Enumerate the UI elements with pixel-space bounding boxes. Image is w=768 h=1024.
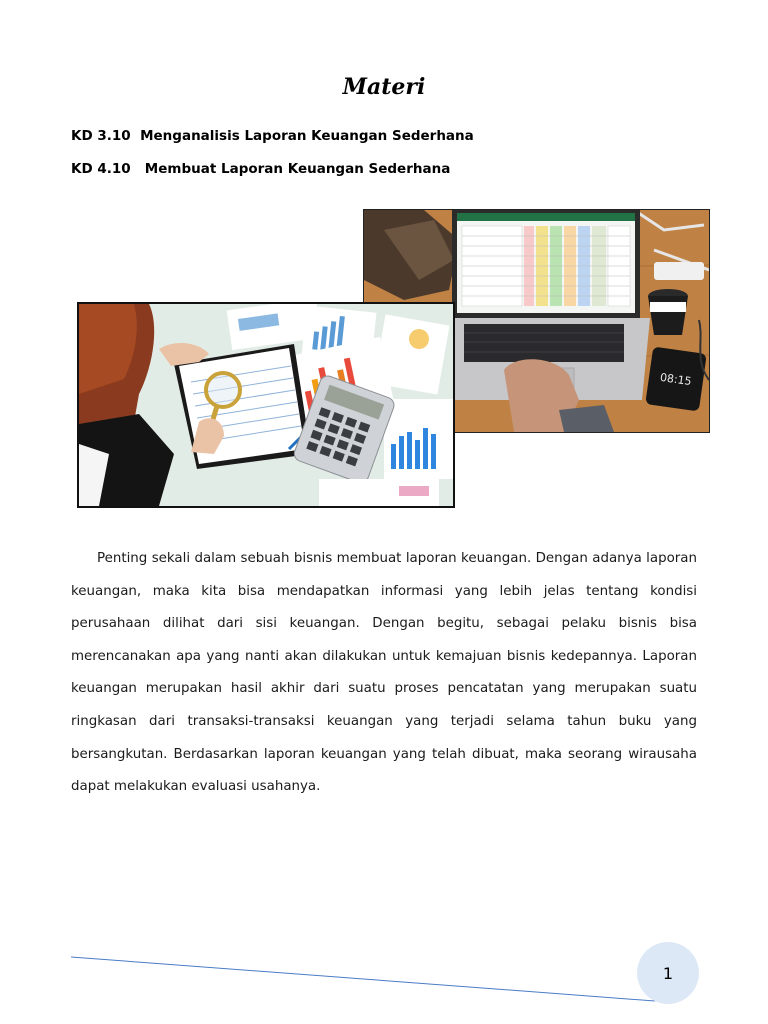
body-paragraph: Penting sekali dalam sebuah bisnis membuat laporan keuangan. Dengan adanya laporan keuangan, maka kita bisa mendapatkan informasi yang lebih jelas tentang kondisi perusahaan dilihat dari sisi keuangan. Dengan begitu, sebagai pelaku bisnis bisa merencanakan apa yang nanti akan dilakukan untuk kemajuan bisnis kedepannya. Laporan keuangan merupakan hasil akhir dari suatu proses pencatatan yang merupakan suatu ringkasan dari transaksi-transaksi keuangan yang terjadi selama tahun buku yang bersangkutan. Berdasarkan laporan keuangan yang telah dibuat, maka seorang wirausaha dapat melakukan evaluasi usahanya. — [71, 551, 697, 795]
page-number: 1 — [662, 963, 674, 983]
page-title: Materi — [342, 74, 426, 100]
kd-text: Menganalisis Laporan Keuangan Sederhana — [140, 128, 474, 144]
kd-code: KD 4.10 — [71, 161, 131, 177]
phone-clock: 08:15 — [659, 370, 693, 389]
kd-code: KD 3.10 — [71, 128, 131, 144]
kd-text: Membuat Laporan Keuangan Sederhana — [144, 161, 451, 177]
page-number-badge — [637, 942, 699, 1004]
